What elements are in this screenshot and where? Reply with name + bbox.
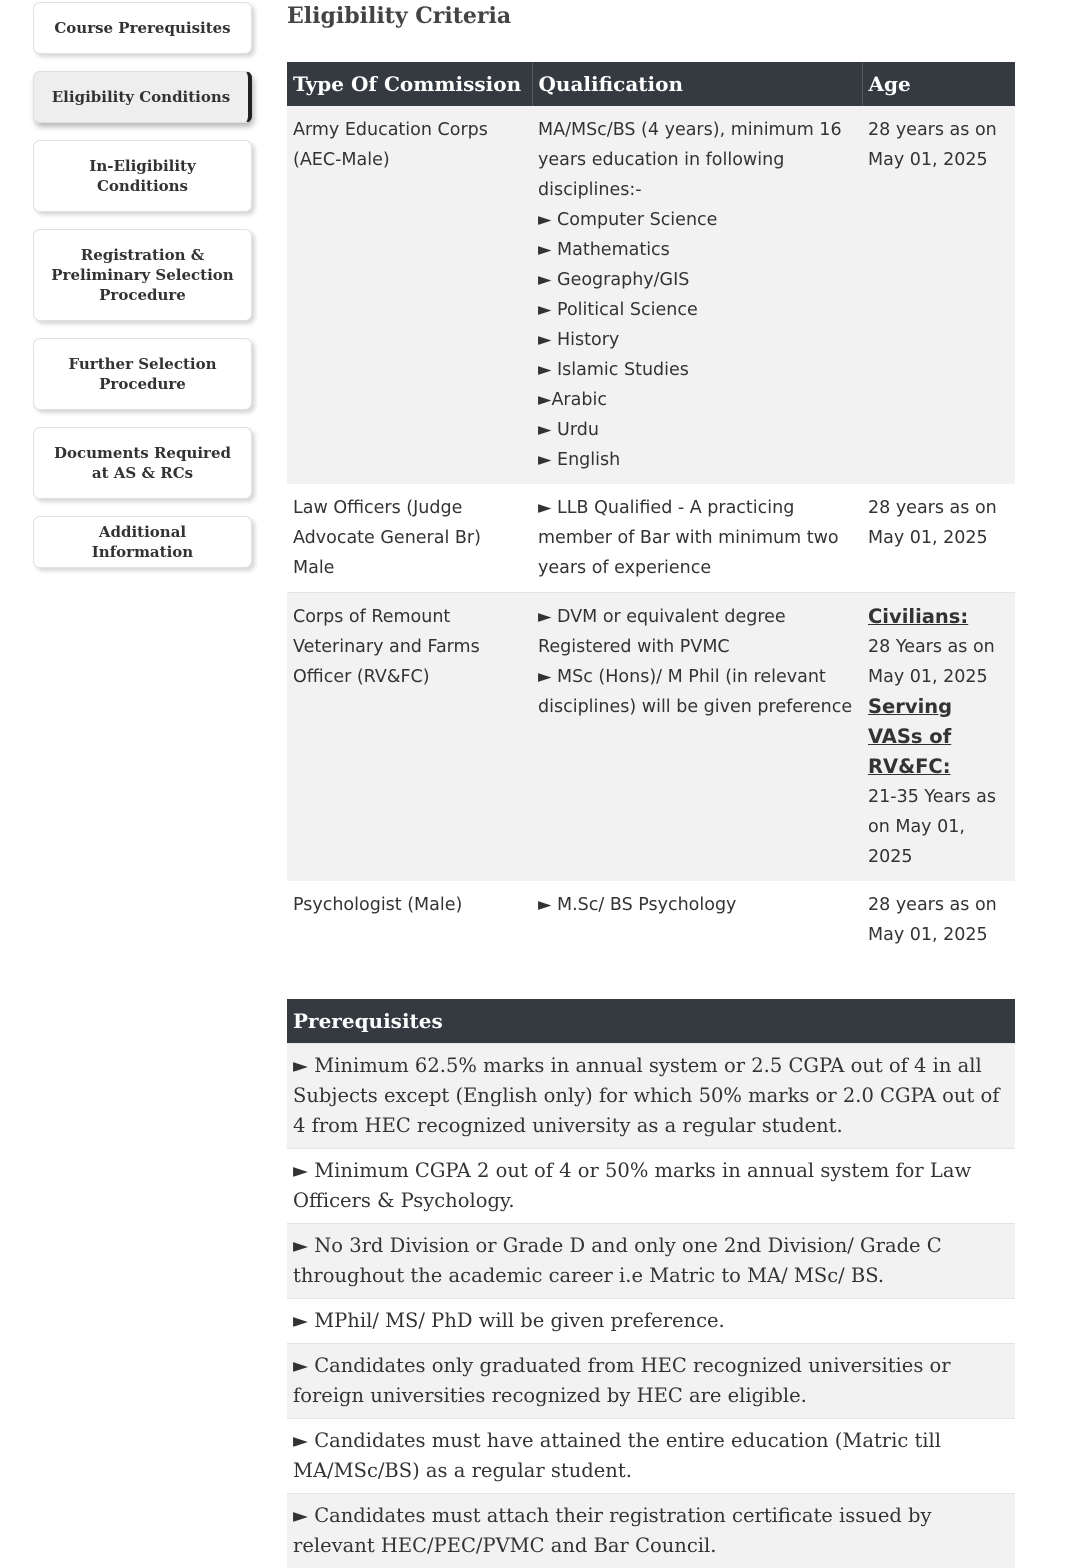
cell-age: 28 years as on May 01, 2025 xyxy=(862,484,1015,593)
qualification-item: ► English xyxy=(538,450,621,470)
cell-age xyxy=(862,593,1015,882)
cell-qualification xyxy=(532,593,862,882)
table-row xyxy=(287,1298,1015,1343)
prerequisite-item: ► Candidates must have attained the entire education (Matric till MA/MSc/BS) as a regular student. xyxy=(287,1418,1015,1493)
nav-additional-information[interactable]: Additional Information xyxy=(33,516,252,568)
qualification-item: ► Islamic Studies xyxy=(538,360,689,380)
qualification-intro: MA/MSc/BS (4 years), minimum 16 years education in following disciplines:- xyxy=(538,120,842,200)
prerequisites-header: Prerequisites xyxy=(287,999,1015,1043)
table-row xyxy=(287,1493,1015,1568)
eligibility-criteria-table xyxy=(287,62,1015,959)
prerequisites-table xyxy=(287,999,1015,1568)
table-row xyxy=(287,484,1015,593)
age-civilians: 28 Years as on May 01, 2025 xyxy=(868,637,995,687)
prerequisite-item: ► Candidates only graduated from HEC recognized universities or foreign universities recognized by HEC are eligible. xyxy=(287,1343,1015,1418)
table-header-row xyxy=(287,62,1015,106)
nav-eligibility-conditions[interactable]: Eligibility Conditions xyxy=(33,71,252,123)
age-serving: 21-35 Years as on May 01, 2025 xyxy=(868,787,996,867)
table-row xyxy=(287,1223,1015,1298)
prerequisite-item: ► Minimum CGPA 2 out of 4 or 50% marks in annual system for Law Officers & Psychology. xyxy=(287,1148,1015,1223)
qualification-item: ► Political Science xyxy=(538,300,698,320)
column-header-age: Age xyxy=(862,62,1015,106)
qualification-item: ► DVM or equivalent degree Registered with PVMC xyxy=(538,607,786,657)
table-row xyxy=(287,881,1015,959)
cell-type: Army Education Corps (AEC-Male) xyxy=(287,106,532,484)
qualification-item: ► Mathematics xyxy=(538,240,670,260)
qualification-item: ► Computer Science xyxy=(538,210,718,230)
cell-age: 28 years as on May 01, 2025 xyxy=(862,106,1015,484)
cell-qualification: ► M.Sc/ BS Psychology xyxy=(532,881,862,959)
table-header-row xyxy=(287,999,1015,1043)
main-content xyxy=(287,0,1015,1568)
qualification-item: ► MSc (Hons)/ M Phil (in relevant disciplines) will be given preference xyxy=(538,667,853,717)
sidebar-nav xyxy=(33,2,252,585)
column-header-type: Type Of Commission xyxy=(287,62,532,106)
cell-type: Psychologist (Male) xyxy=(287,881,532,959)
page-title: Eligibility Criteria xyxy=(287,3,512,29)
qualification-item: ► History xyxy=(538,330,620,350)
table-row xyxy=(287,106,1015,484)
cell-type: Corps of Remount Veterinary and Farms Officer (RV&FC) xyxy=(287,593,532,882)
table-row xyxy=(287,1343,1015,1418)
cell-qualification xyxy=(532,106,862,484)
column-header-qualification: Qualification xyxy=(532,62,862,106)
qualification-item: ►Arabic xyxy=(538,390,607,410)
nav-documents-required[interactable]: Documents Required at AS & RCs xyxy=(33,427,252,499)
cell-qualification: ► LLB Qualified - A practicing member of Bar with minimum two years of experience xyxy=(532,484,862,593)
qualification-item: ► Geography/GIS xyxy=(538,270,690,290)
age-civilians-label: Civilians: xyxy=(868,605,969,628)
table-row xyxy=(287,1148,1015,1223)
prerequisite-item: ► No 3rd Division or Grade D and only one 2nd Division/ Grade C throughout the academic career i.e Matric to MA/ MSc/ BS. xyxy=(287,1223,1015,1298)
table-row xyxy=(287,1418,1015,1493)
qualification-item: ► Urdu xyxy=(538,420,599,440)
table-row xyxy=(287,1043,1015,1148)
age-serving-label: Serving VASs of RV&FC: xyxy=(868,695,953,778)
nav-course-prerequisites[interactable]: Course Prerequisites xyxy=(33,2,252,54)
cell-age: 28 years as on May 01, 2025 xyxy=(862,881,1015,959)
prerequisite-item: ► Candidates must attach their registration certificate issued by relevant HEC/PEC/PVMC and Bar Council. xyxy=(287,1493,1015,1568)
table-row xyxy=(287,593,1015,882)
prerequisite-item: ► MPhil/ MS/ PhD will be given preference. xyxy=(287,1298,1015,1343)
cell-type: Law Officers (Judge Advocate General Br) Male xyxy=(287,484,532,593)
prerequisite-item: ► Minimum 62.5% marks in annual system or 2.5 CGPA out of 4 in all Subjects except (English only) for which 50% marks or 2.0 CGPA out of 4 from HEC recognized university as a regular student. xyxy=(287,1043,1015,1148)
nav-further-selection-procedure[interactable]: Further Selection Procedure xyxy=(33,338,252,410)
nav-in-eligibility-conditions[interactable]: In-Eligibility Conditions xyxy=(33,140,252,212)
nav-registration-preliminary-selection[interactable]: Registration & Preliminary Selection Procedure xyxy=(33,229,252,321)
